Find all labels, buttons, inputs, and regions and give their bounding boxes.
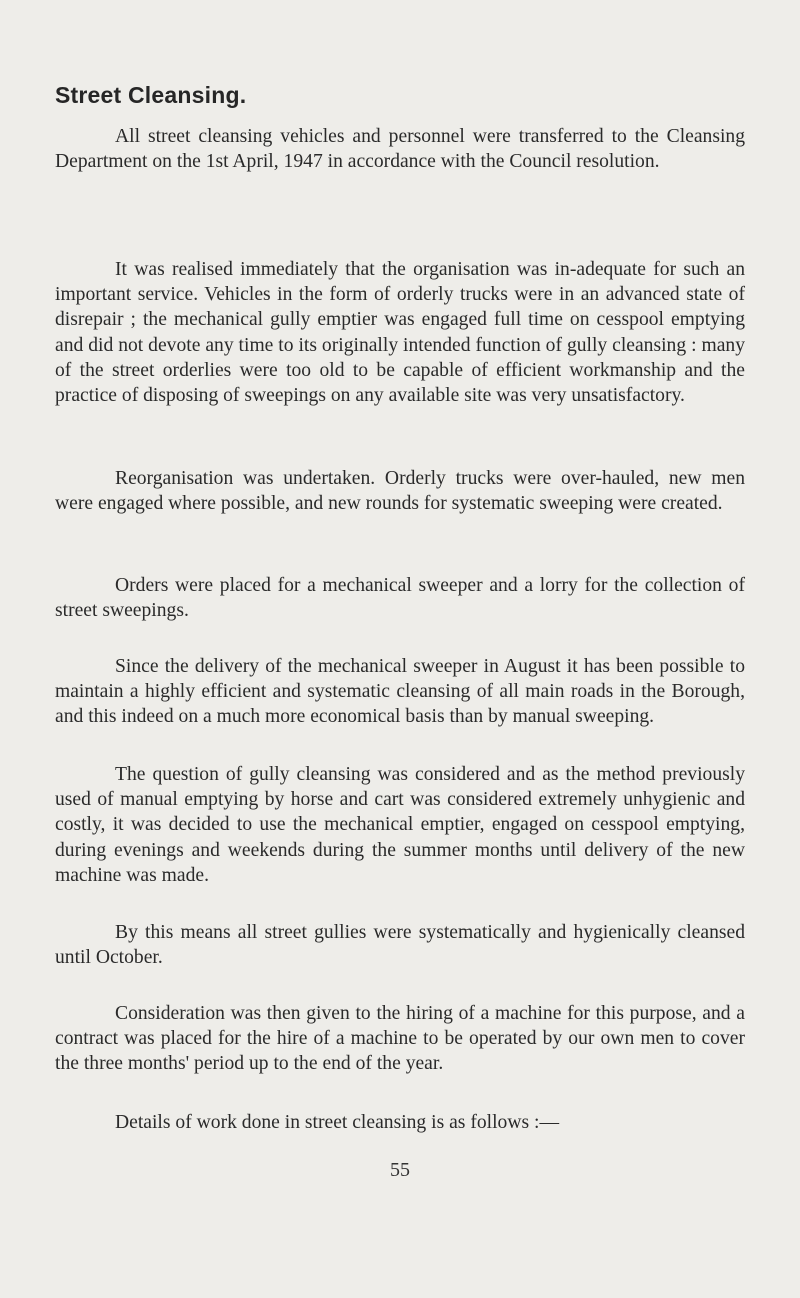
- paragraph-mechanical-sweeper: Since the delivery of the mechanical sweeper in August it has been possible to maintain a highly efficient and systematic cleansing of all main roads in the Borough, and this indeed on a much more economical basis than by manual sweeping.: [55, 656, 745, 728]
- paragraph-orders-placed: Orders were placed for a mechanical sweeper and a lorry for the collection of street sweepings.: [55, 575, 745, 622]
- section-heading: Street Cleansing.: [55, 82, 247, 108]
- paragraph-machine-hire: Consideration was then given to the hiring of a machine for this purpose, and a contract was placed for the hire of a machine to be operated by our own men to cover the three months' period up to the end of the year.: [55, 1003, 745, 1075]
- page-number: 55: [390, 1159, 410, 1181]
- paragraph-reorganisation: Reorganisation was undertaken. Orderly trucks were over-hauled, new men were engaged where possible, and new rounds for systematic sweeping were created.: [55, 468, 745, 515]
- paragraph-details-intro: Details of work done in street cleansing is as follows :—: [115, 1112, 560, 1133]
- paragraph-transfer: All street cleansing vehicles and personnel were transferred to the Cleansing Department on the 1st April, 1947 in accordance with the Council resolution.: [55, 126, 745, 173]
- paragraph-gully-cleansing: The question of gully cleansing was considered and as the method previously used of manual emptying by horse and cart was considered extremely unhygienic and costly, it was decided to use the mechanical emptier, engaged on cesspool emptying, during evenings and weekends during the summer months until delivery of the new machine was made.: [55, 764, 745, 886]
- paragraph-gullies-cleansed: By this means all street gullies were systematically and hygienically cleansed until October.: [55, 922, 745, 969]
- paragraph-organisation-inadequate: It was realised immediately that the organisation was in-adequate for such an important service. Vehicles in the form of orderly trucks were in an advanced state of disrepair ; the mechanical gully emptier was engaged full time on cesspool emptying and did not devote any time to its originally intended function of gully cleansing : many of the street orderlies were too old to be capable of efficient workmanship and the practice of disposing of sweepings on any available site was very unsatisfactory.: [55, 259, 745, 407]
